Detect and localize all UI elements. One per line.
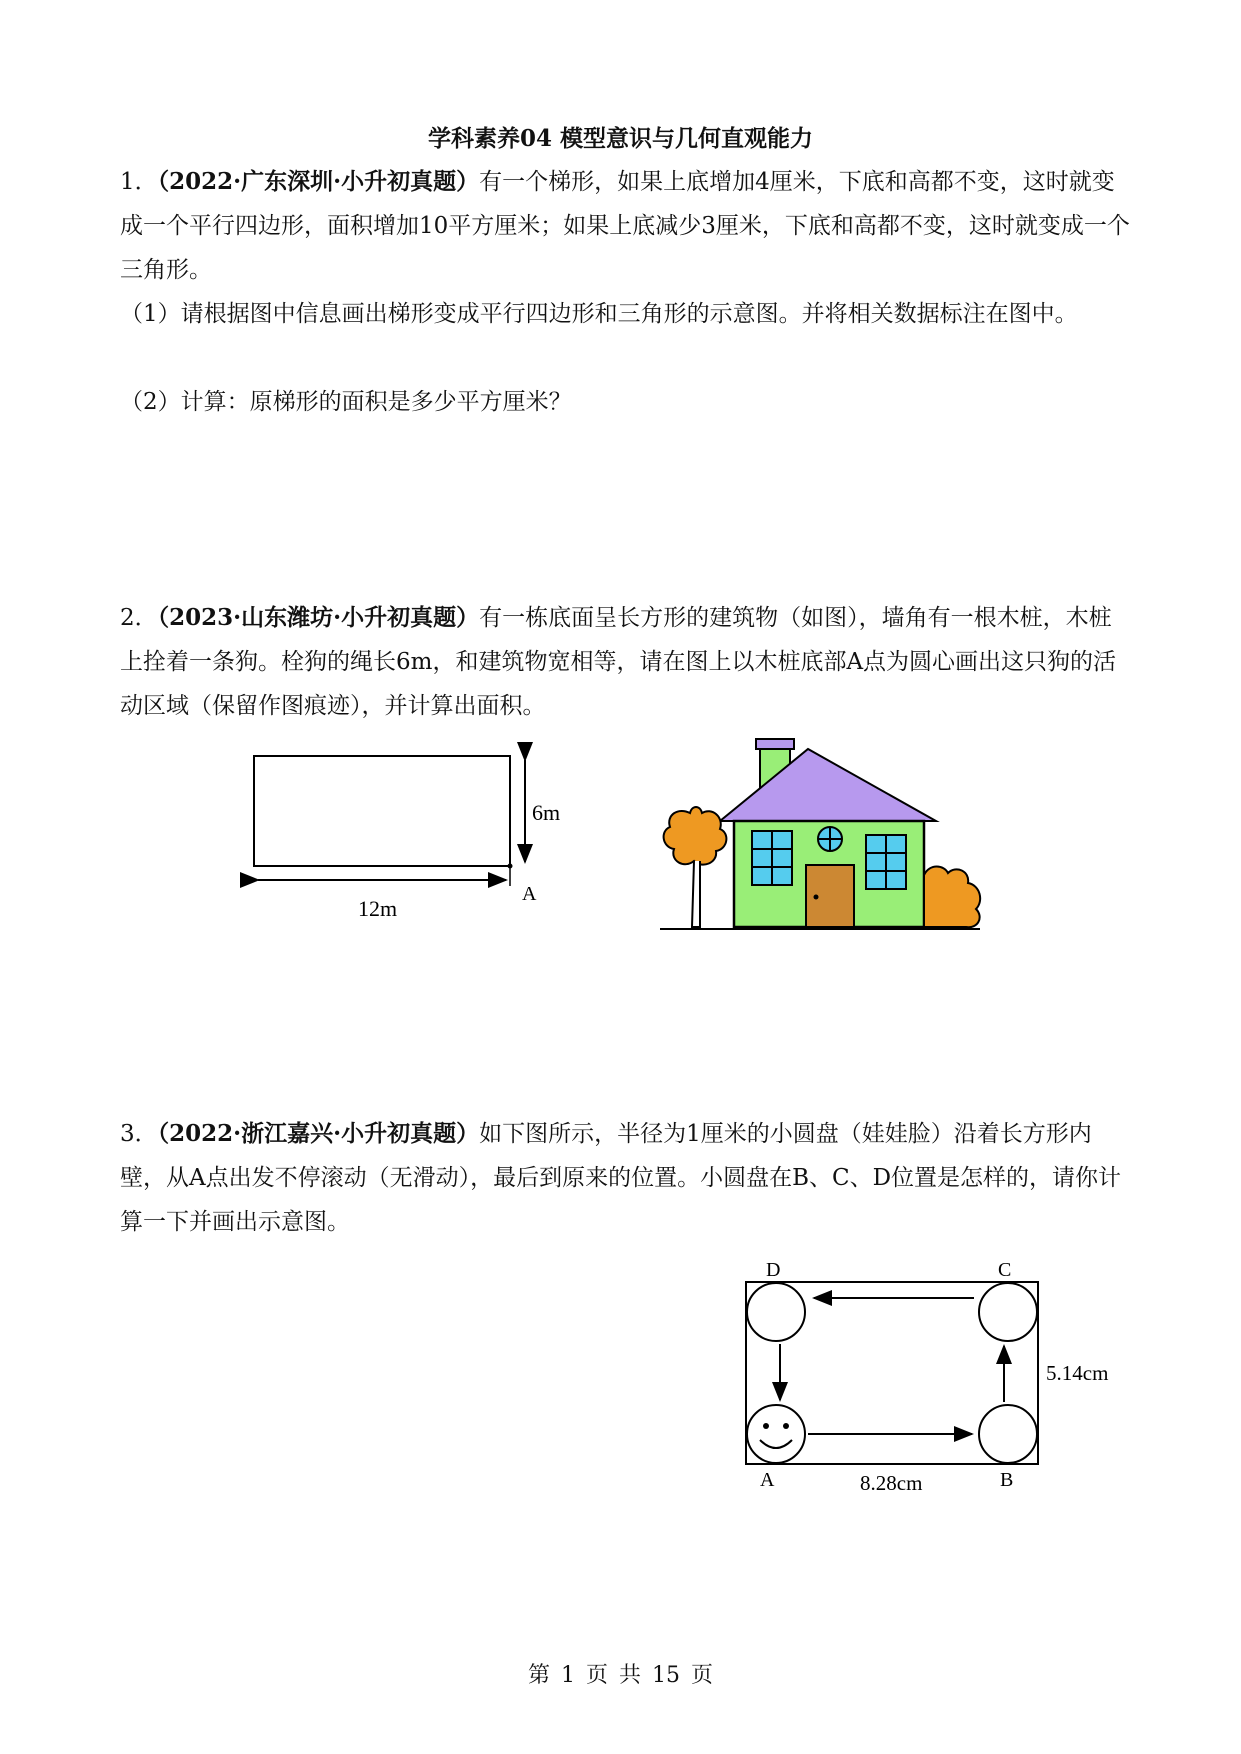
corner-d-label: D xyxy=(766,1259,781,1281)
corner-a-label: A xyxy=(760,1469,775,1491)
question-1-text: 有一个梯形，如果上底增加4厘米，下底和高都不变，这时就变成一个平行四边形，面积增加10平方厘米；如果上底减少3厘米，下底和高都不变，这时就变成一个三角形。 xyxy=(120,169,1130,283)
building-rectangle-figure xyxy=(240,740,570,930)
disk-position-c xyxy=(979,1283,1037,1341)
question-1-number: 1． xyxy=(120,169,158,195)
height-label: 5.14cm xyxy=(1046,1361,1109,1385)
chimney-cap xyxy=(756,739,794,749)
rolling-disk-figure xyxy=(736,1256,1126,1496)
disk-position-b xyxy=(979,1405,1037,1463)
question-3-source: （2022·浙江嘉兴·小升初真题） xyxy=(157,1120,480,1147)
corner-b-label: B xyxy=(1000,1469,1014,1491)
door xyxy=(806,865,854,927)
tree-icon xyxy=(664,807,727,927)
door-knob xyxy=(814,895,819,900)
building-outline xyxy=(254,756,510,866)
page-footer: 第 1 页 共 15 页 xyxy=(528,1663,713,1688)
question-1 xyxy=(120,160,1130,292)
corner-c-label: C xyxy=(998,1259,1012,1281)
point-a-label: A xyxy=(522,883,537,905)
width-label: 6m xyxy=(532,800,561,825)
left-window xyxy=(752,831,792,885)
right-window xyxy=(866,835,906,889)
bush-icon xyxy=(924,867,980,928)
question-1-part-2: （2）计算：原梯形的面积是多少平方厘米？ xyxy=(120,389,572,415)
question-3 xyxy=(120,1112,1130,1244)
page-title: 学科素养04 模型意识与几何直观能力 xyxy=(427,125,813,152)
length-label: 8.28cm xyxy=(860,1471,923,1495)
stake-point xyxy=(508,864,513,869)
question-1-part-1: （1）请根据图中信息画出梯形变成平行四边形和三角形的示意图。并将相关数据标注在图中。 xyxy=(120,301,1078,327)
house-illustration xyxy=(660,735,990,935)
question-2-number: 2． xyxy=(120,605,158,631)
question-2-text: 有一栋底面呈长方形的建筑物（如图），墙角有一根木桩，木桩上拴着一条狗。栓狗的绳长6m，和建筑物宽相等，请在图上以木桩底部A点为圆心画出这只狗的活动区域（保留作图痕迹），并计算出面积。 xyxy=(120,605,1117,719)
smiley-face-disk-a xyxy=(747,1405,805,1463)
length-label: 12m xyxy=(358,896,398,921)
question-2 xyxy=(120,596,1130,728)
disk-position-d xyxy=(747,1283,805,1341)
question-1-source: （2022·广东深圳·小升初真题） xyxy=(157,168,480,195)
question-2-source: （2023·山东潍坊·小升初真题） xyxy=(157,604,480,631)
question-3-number: 3． xyxy=(120,1121,158,1147)
question-3-text: 如下图所示，半径为1厘米的小圆盘（娃娃脸）沿着长方形内壁，从A点出发不停滚动（无滑动），最后到原来的位置。小圆盘在B、C、D位置是怎样的，请你计算一下并画出示意图。 xyxy=(120,1121,1122,1235)
roof xyxy=(720,749,936,821)
